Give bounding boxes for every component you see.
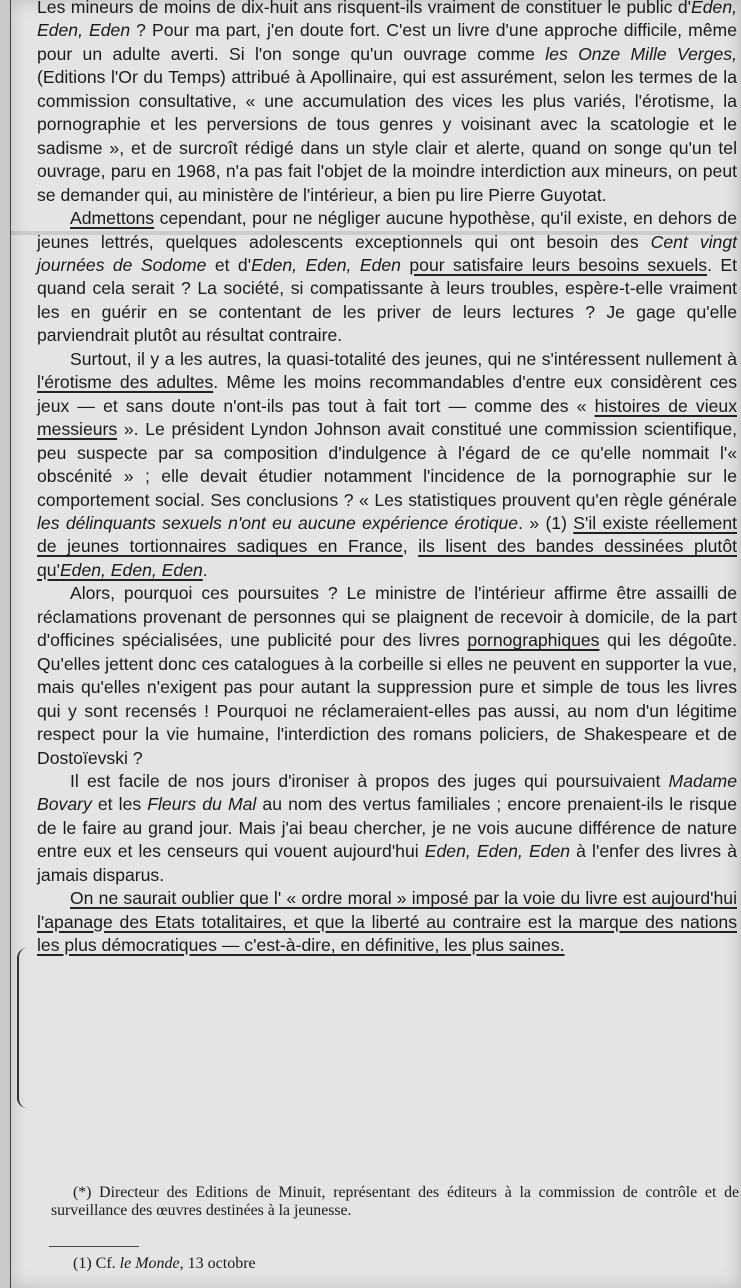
text-run: qui les dégoûte. Qu'elles jettent donc ces catalogues à la corbeille si elles ne peuvent en supporter la vue, mais qu'elles n'exigent pas pour autant la suppression pure et simple de tous les livres qui y sont recensés ! Pourquoi ne réclameraient-elles pas aussi, au nom d'un légitime respect pour la vie humaine, l'interdiction des romans policiers, de Shakespeare et de Dostoïevski ? bbox=[37, 630, 737, 768]
paragraph-3 bbox=[37, 348, 737, 583]
text-run: ? Pour ma part, j'en doute fort. C'est un livre d'une approche difficile, même pour un adulte averti. Si l'on songe qu'un ouvrage comme bbox=[37, 20, 737, 64]
paragraph-5 bbox=[37, 770, 737, 887]
handwritten-underline-passage: pornographiques bbox=[467, 630, 600, 651]
italic-title: Fleurs du Mal bbox=[147, 794, 257, 815]
handwritten-underline-passage: l'érotisme des adultes bbox=[37, 372, 214, 393]
handwritten-margin-bracket bbox=[17, 948, 31, 1108]
paragraph-1 bbox=[37, 0, 737, 207]
italic-title: Eden, Eden, Eden bbox=[37, 0, 737, 41]
handwritten-underline-passage: ils lisent des bandes dessinées plutôt qu' bbox=[37, 536, 737, 580]
author-footnote-text: (*) Directeur des Editions de Minuit, représentant des éditeurs à la commission de contrôle et de surveillance des œuvres destinées à la jeunesse. bbox=[51, 1184, 739, 1219]
text-run: Il est facile de nos jours d'ironiser à propos des juges qui poursuivaient bbox=[70, 770, 669, 791]
text-run: . Même les moins recommandables d'entre eux considèrent ces jeux — et sans doute n'ont-ils pas tout à fait tort — comme des « bbox=[37, 372, 737, 416]
handwritten-underline-passage: pour satisfaire leurs besoins sexuels bbox=[409, 254, 708, 275]
text-run: (Editions l'Or du Temps) attribué à Apollinaire, qui est assurément, selon les termes de la commission consultative, « une accumulation des vices les plus variés, l'érotisme, la pornographie et les perversions de tous genres y voisinant avec la scatologie et le sadisme », et de surcroît rédigé dans un style clair et alerte, quand on songe qu'un tel ouvrage, paru en 1968, n'a pas fait l'objet de la moindre interdiction aux mineurs, on peut se demander qui, au ministère de l'intérieur, a bien pu lire Pierre Guyotat. bbox=[37, 67, 737, 205]
text-run: à l'enfer des livres à jamais disparus. bbox=[37, 841, 737, 885]
text-run: et les bbox=[91, 794, 148, 815]
text-run: Surtout, il y a les autres, la quasi-totalité des jeunes, qui ne s'intéressent nullement à bbox=[70, 348, 737, 369]
paragraph-2 bbox=[37, 207, 737, 348]
handwritten-underline-passage: Admettons bbox=[70, 208, 155, 229]
text-run: au nom des vertus familiales ; encore prenaient-ils le risque de le faire au grand jour. Mais j'ai beau chercher, je ne vois aucune différence de nature entre eux et les censeurs qui vouent aujourd'hui bbox=[37, 794, 737, 862]
text-run: Les mineurs de moins de dix-huit ans risquent-ils vraiment de constituer le public d' bbox=[37, 0, 692, 17]
author-footnote bbox=[51, 1184, 739, 1219]
italic-title: Eden, Eden, Eden bbox=[424, 841, 571, 862]
italic-title: les Onze Mille Verges, bbox=[545, 43, 737, 64]
handwritten-underline-passage: S'il existe réellement de jeunes tortionnaires sadiques en France bbox=[37, 512, 737, 557]
reference-prefix: (1) Cf. bbox=[73, 1255, 120, 1272]
text-run: Alors, pourquoi ces poursuites ? Le ministre de l'intérieur affirme être assailli de réclamations provenant de personnes qui se plaignent de recevoir à domicile, de la part d'officines spécialisées, une publicité pour des livres bbox=[37, 583, 737, 651]
paragraph-6 bbox=[37, 887, 737, 957]
text-run: ». Le président Lyndon Johnson avait constitué une commission scientifique, peu suspecte par sa composition d'indulgence à l'égard de ce qu'elle nommait l'« obscénité » ; elle devait étudier notamment l'incidence de la pornographie sur le comportement social. Ses conclusions ? « Les statistiques prouvent qu'en règle générale bbox=[37, 419, 737, 510]
reference-suffix: , 13 octobre bbox=[179, 1255, 256, 1272]
paragraph-4 bbox=[37, 582, 737, 770]
reference-title: le Monde bbox=[119, 1255, 180, 1272]
text-run: et d' bbox=[206, 254, 252, 275]
italic-title: Madame Bovary bbox=[37, 770, 737, 815]
italic-title: Cent vingt journées de Sodome bbox=[37, 231, 737, 275]
text-run: , bbox=[402, 536, 419, 557]
text-run: . bbox=[202, 559, 208, 580]
article-body bbox=[37, 0, 737, 958]
text-run: . » (1) bbox=[518, 512, 574, 533]
reference-footnote bbox=[73, 1254, 256, 1274]
handwritten-underline-passage: histoires de vieux messieurs bbox=[37, 395, 737, 440]
italic-title: Eden, Eden, Eden bbox=[251, 254, 401, 275]
footnote-divider bbox=[49, 1246, 139, 1247]
text-run: cependant, pour ne négliger aucune hypothèse, qu'il existe, en dehors de jeunes lettrés, quelques adolescents exceptionnels qui ont besoin des bbox=[37, 208, 737, 252]
italic-title: les délinquants sexuels n'ont eu aucune expérience érotique bbox=[37, 512, 519, 533]
text-run: . Et quand cela serait ? La société, si compatissante à leurs troubles, espère-t-elle vraiment les en guérir en se contentant de les priver de leurs lectures ? Je gage qu'elle parviendrait plutôt au résultat contraire. bbox=[37, 254, 738, 346]
newspaper-clipping bbox=[10, 0, 740, 1288]
handwritten-underline-passage: Eden, Eden, Eden bbox=[59, 559, 203, 580]
handwritten-underline-passage: On ne saurait oublier que l' « ordre moral » imposé par la voie du livre est aujourd'hui l'apanage des Etats totalitaires, et que la liberté au contraire est la marque des nations les plus démocratiques — c'est-à-dire, en définitive, les plus saines. bbox=[37, 888, 737, 956]
